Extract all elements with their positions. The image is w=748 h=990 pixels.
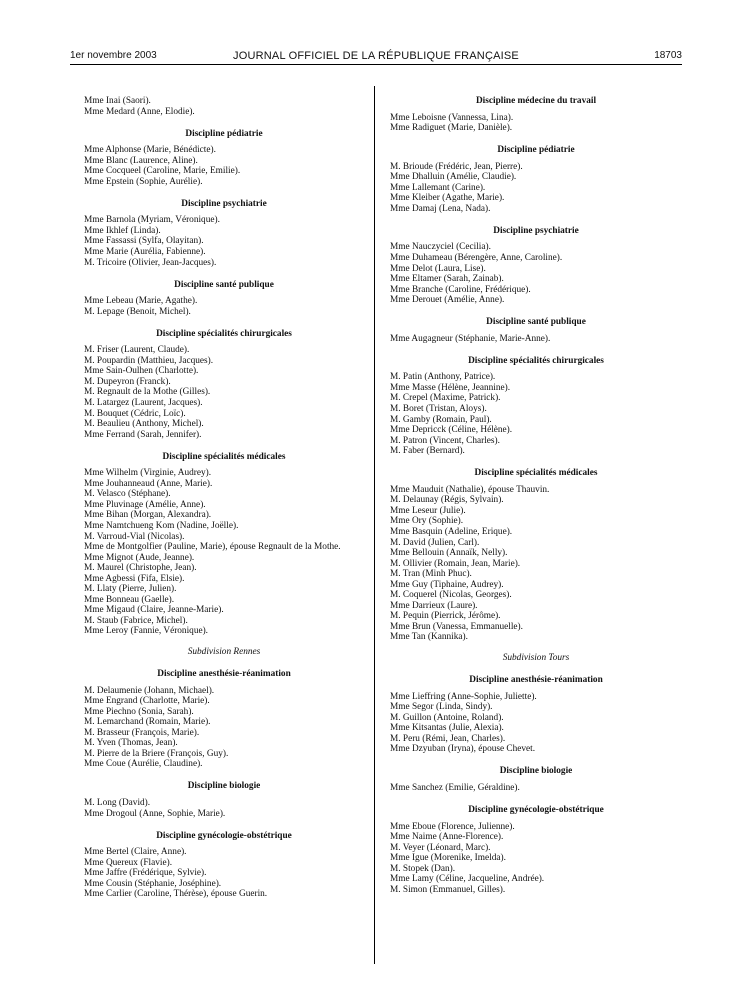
list-item: Mme Ikhlef (Linda). (84, 225, 161, 236)
list-item: Mme Depricck (Céline, Hélène). (390, 425, 513, 436)
list-item: Mme Branche (Caroline, Frédérique). (390, 284, 531, 295)
list-item: M. Lemarchand (Romain, Marie). (84, 717, 211, 728)
list-item: Mme Tan (Kannika). (390, 632, 468, 643)
list-item: Mme Quereux (Flavie). (84, 857, 173, 868)
list-item: Mme Duhameau (Bérengère, Anne, Caroline). (390, 253, 563, 264)
list-item: Mme Bonneau (Gaelle). (84, 594, 175, 605)
list-item: Mme Inai (Saori). (84, 96, 151, 106)
list-item: Mme Pluvinage (Amélie, Anne). (84, 499, 206, 510)
list-item: Mme Radiguet (Marie, Danièle). (390, 123, 513, 134)
list-item: M. Latargez (Laurent, Jacques). (84, 398, 203, 409)
list-item: Mme Basquin (Adeline, Erique). (390, 527, 513, 537)
list-item: Mme Darrieux (Laure). (390, 600, 478, 611)
list-item: M. Peru (Rémi, Jean, Charles). (390, 733, 506, 744)
list-item: M. Delaumenie (Johann, Michael). (84, 685, 215, 696)
list-item: M. Tran (Minh Phuc). (390, 569, 472, 580)
section-heading: Discipline psychiatrie (181, 198, 267, 209)
list-item: M. Maurel (Christophe, Jean). (84, 563, 197, 574)
list-item: Mme Blanc (Laurence, Aline). (84, 155, 198, 166)
list-item: M. Beaulieu (Anthony, Michel). (84, 419, 204, 430)
list-item: M. Simon (Emmanuel, Gilles). (390, 884, 506, 895)
list-item: M. Veyer (Léonard, Marc). (390, 842, 491, 853)
list-item: M. Stopek (Dan). (390, 863, 456, 874)
list-item: Mme Bertel (Claire, Anne). (84, 847, 187, 858)
list-item: Mme Eltamer (Sarah, Zainab). (390, 274, 504, 285)
list-item: M. Brasseur (François, Marie). (84, 727, 200, 738)
list-item: Mme Naime (Anne-Florence). (390, 832, 504, 843)
list-item: Mme Drogoul (Anne, Sophie, Marie). (84, 808, 226, 819)
subdivision-heading: Subdivision Rennes (187, 647, 261, 658)
list-item: Mme Igue (Morenike, Imelda). (390, 853, 506, 864)
list-item: Mme Jouhanneaud (Anne, Marie). (84, 478, 213, 489)
list-item: M. Gamby (Romain, Paul). (390, 414, 492, 425)
list-item: Mme Kleiber (Agathe, Marie). (390, 193, 505, 204)
list-item: Mme Nauczyciel (Cecilia). (390, 242, 491, 253)
list-item: M. Poupardin (Matthieu, Jacques). (84, 355, 214, 366)
list-item: Mme Jaffre (Frédérique, Sylvie). (84, 868, 207, 879)
list-item: Mme Lallemant (Carine). (390, 182, 486, 193)
list-item: Mme Coue (Aurélie, Claudine). (84, 759, 203, 770)
list-item: M. Velasco (Stéphane). (84, 489, 171, 500)
left-column (84, 96, 364, 900)
page-number: 18703 (654, 50, 682, 61)
list-item: Mme Bellouin (Annaïk, Nelly). (390, 548, 508, 559)
list-item: M. Varroud-Vial (Nicolas). (84, 531, 185, 542)
list-item: Mme Guy (Tiphaine, Audrey). (390, 579, 504, 590)
list-item: Mme Cocqueel (Caroline, Marie, Emilie). (84, 166, 241, 177)
list-item: M. Guillon (Antoine, Roland). (390, 712, 504, 723)
list-item: Mme Brun (Vanessa, Emmanuelle). (390, 621, 523, 632)
list-item: M. Brioude (Frédéric, Jean, Pierre). (390, 161, 523, 172)
list-item: Mme Augagneur (Stéphanie, Marie-Anne). (390, 333, 551, 344)
list-item: Mme Barnola (Myriam, Véronique). (84, 215, 220, 226)
section-heading: Discipline anesthésie-réanimation (469, 675, 603, 686)
list-item: Mme Derouet (Amélie, Anne). (390, 295, 505, 306)
list-item: M. Long (David). (84, 798, 151, 809)
list-item: Mme Eboue (Florence, Julienne). (390, 821, 515, 832)
list-item: M. Faber (Bernard). (390, 446, 465, 457)
list-item: Mme de Montgolfier (Pauline, Marie), épouse Regnault de la Mothe. (84, 542, 341, 553)
list-item: M. Coquerel (Nicolas, Georges). (390, 590, 512, 601)
column-divider (374, 86, 375, 964)
section-heading: Discipline psychiatrie (493, 225, 579, 236)
list-item: Mme Epstein (Sophie, Aurélie). (84, 176, 203, 187)
list-item: M. Crepel (Maxime, Patrick). (390, 393, 501, 404)
list-item: Mme Engrand (Charlotte, Marie). (84, 696, 210, 707)
list-item: M. Ollivier (Romain, Jean, Marie). (390, 558, 521, 569)
header-rule (70, 64, 682, 65)
list-item: Mme Sain-Oulhen (Charlotte). (84, 366, 199, 377)
list-item: Mme Segor (Linda, Sindy). (390, 702, 493, 713)
subdivision-heading: Subdivision Tours (502, 653, 570, 664)
list-item: M. Dupeyron (Franck). (84, 376, 171, 387)
list-item: M. David (Julien, Carl). (390, 537, 480, 548)
list-item: Mme Damaj (Lena, Nada). (390, 203, 491, 214)
list-item: M. Tricoire (Olivier, Jean-Jacques). (84, 257, 217, 268)
section-heading: Discipline médecine du travail (475, 96, 597, 106)
list-item: M. Bouquet (Cédric, Loïc). (84, 408, 186, 419)
section-heading: Discipline spécialités chirurgicales (156, 328, 292, 339)
section-heading: Discipline santé publique (486, 317, 586, 328)
list-item: M. Pequin (Pierrick, Jérôme). (390, 611, 501, 622)
header-date: 1er novembre 2003 (70, 50, 157, 61)
list-item: Mme Sanchez (Emilie, Géraldine). (390, 782, 520, 793)
section-heading: Discipline santé publique (174, 279, 274, 290)
list-item: Mme Dzyuban (Iryna), épouse Chevet. (390, 744, 536, 755)
list-item: Mme Ferrand (Sarah, Jennifer). (84, 429, 202, 440)
list-item: M. Delaunay (Régis, Sylvain). (390, 495, 504, 506)
list-item: M. Lepage (Benoit, Michel). (84, 306, 191, 317)
right-column (390, 96, 682, 895)
list-item: M. Regnault de la Mothe (Gilles). (84, 387, 211, 398)
section-heading: Discipline spécialités médicales (162, 451, 286, 462)
list-item: Mme Leseur (Julie). (390, 505, 466, 516)
list-item: Mme Fassassi (Sylfa, Olayitan). (84, 236, 204, 247)
list-item: M. Staub (Fabrice, Michel). (84, 615, 188, 626)
list-item: Mme Leboisne (Vannessa, Lina). (390, 112, 514, 123)
page-header (70, 50, 682, 64)
list-item: Mme Cousin (Stéphanie, Joséphine). (84, 878, 222, 889)
list-item: M. Patin (Anthony, Patrice). (390, 372, 496, 383)
section-heading: Discipline spécialités médicales (474, 468, 598, 479)
section-heading: Discipline gynécologie-obstétrique (156, 830, 292, 841)
list-item: Mme Bihan (Morgan, Alexandra). (84, 510, 212, 521)
list-item: Mme Wilhelm (Virginie, Audrey). (84, 468, 212, 479)
section-heading: Discipline pédiatrie (497, 145, 575, 156)
list-item: Mme Kitsantas (Julie, Alexia). (390, 723, 504, 734)
list-item: M. Friser (Laurent, Claude). (84, 345, 190, 356)
list-item: Mme Mignot (Aude, Jeanne). (84, 552, 195, 563)
section-heading: Discipline spécialités chirurgicales (468, 355, 604, 366)
list-item: Mme Migaud (Claire, Jeanne-Marie). (84, 605, 224, 616)
section-heading: Discipline gynécologie-obstétrique (468, 804, 604, 815)
list-item: Mme Alphonse (Marie, Bénédicte). (84, 145, 216, 156)
section-heading: Discipline pédiatrie (185, 128, 263, 139)
list-item: M. Yven (Thomas, Jean). (84, 738, 178, 749)
list-item: Mme Lamy (Céline, Jacqueline, Andrée). (390, 874, 545, 885)
list-item: Mme Namtchueng Kom (Nadine, Joëlle). (84, 521, 239, 531)
list-item: Mme Piechno (Sonia, Sarah). (84, 706, 194, 717)
section-heading: Discipline anesthésie-réanimation (157, 669, 291, 680)
list-item: Mme Marie (Aurélia, Fabienne). (84, 247, 206, 258)
list-item: Mme Mauduit (Nathalie), épouse Thauvin. (390, 484, 550, 495)
list-item: M. Patron (Vincent, Charles). (390, 435, 500, 446)
list-item: Mme Carlier (Caroline, Thérèse), épouse Guerin. (84, 889, 268, 900)
list-item: Mme Ory (Sophie). (390, 516, 464, 527)
list-item: Mme Delot (Laura, Lise). (390, 263, 486, 274)
list-item: Mme Medard (Anne, Elodie). (84, 106, 195, 117)
list-item: Mme Dhalluin (Amélie, Claudie). (390, 172, 517, 183)
list-item: Mme Lebeau (Marie, Agathe). (84, 296, 198, 307)
list-item: Mme Agbessi (Fifa, Elsie). (84, 573, 185, 584)
list-item: Mme Leroy (Fannie, Véronique). (84, 626, 209, 637)
section-heading: Discipline biologie (187, 781, 261, 792)
header-title: JOURNAL OFFICIEL DE LA RÉPUBLIQUE FRANÇAISE (233, 50, 519, 62)
list-item: Mme Masse (Hélène, Jeannine). (390, 382, 511, 393)
list-item: M. Pierre de la Briere (François, Guy). (84, 748, 229, 759)
list-item: M. Llaty (Pierre, Julien). (84, 584, 177, 595)
section-heading: Discipline biologie (499, 766, 573, 777)
list-item: Mme Lieffring (Anne-Sophie, Juliette). (390, 691, 537, 702)
list-item: M. Boret (Tristan, Aloys). (390, 404, 487, 415)
